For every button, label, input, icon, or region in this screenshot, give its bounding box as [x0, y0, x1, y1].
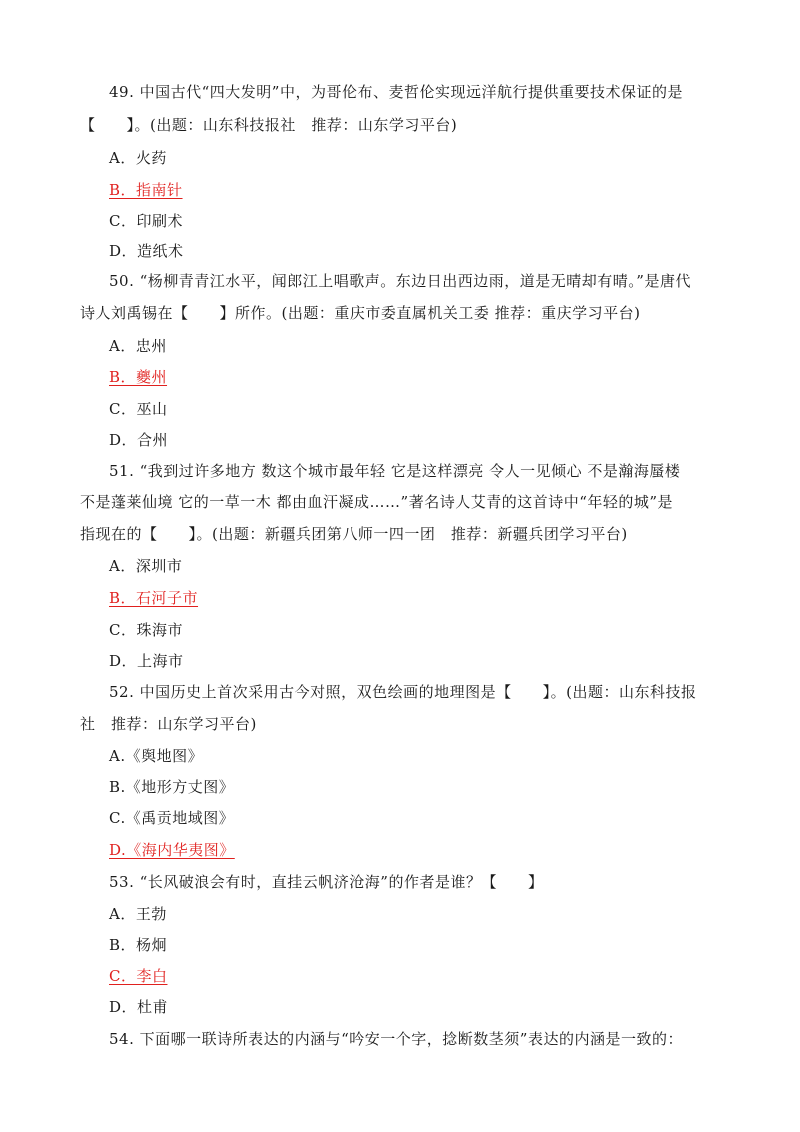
question-53-option-a: A．王勃: [109, 905, 167, 923]
question-52-option-d-answer: D.《海内华夷图》: [109, 841, 235, 859]
question-50-option-c: C．巫山: [109, 400, 168, 418]
question-51-line-1: 51. “我到过许多地方 数这个城市最年轻 它是这样漂亮 令人一见倾心 不是瀚海蜃楼: [109, 462, 681, 480]
question-51-option-a: A．深圳市: [109, 557, 183, 575]
question-52-line-2: 社 推荐：山东学习平台): [80, 715, 257, 733]
question-49-option-b-answer: B．指南针: [109, 181, 183, 199]
question-49-line-2: 【 】。(出题：山东科技报社 推荐：山东学习平台): [80, 116, 458, 134]
question-51-option-b-answer: B．石河子市: [109, 589, 199, 607]
question-53-line-1: 53. “长风破浪会有时，直挂云帆济沧海”的作者是谁？【 】: [109, 873, 544, 891]
question-52-option-a: A.《舆地图》: [109, 747, 204, 765]
question-50-line-2: 诗人刘禹锡在【 】所作。(出题：重庆市委直属机关工委 推荐：重庆学习平台): [80, 304, 641, 322]
question-51-line-2: 不是蓬莱仙境 它的一草一木 都由血汗凝成……”著名诗人艾青的这首诗中“年轻的城”是: [80, 493, 674, 511]
question-53-option-d: D．杜甫: [109, 998, 169, 1016]
question-51-option-c: C．珠海市: [109, 621, 183, 639]
question-50-option-a: A．忠州: [109, 337, 167, 355]
question-49-option-d: D．造纸术: [109, 242, 184, 260]
question-49-option-c: C．印刷术: [109, 212, 183, 230]
question-51-option-d: D．上海市: [109, 652, 184, 670]
question-50-option-d: D．合州: [109, 431, 169, 449]
question-49-line-1: 49. 中国古代“四大发明”中，为哥伦布、麦哲伦实现远洋航行提供重要技术保证的是: [109, 83, 683, 101]
question-54-line-1: 54. 下面哪一联诗所表达的内涵与“吟安一个字，捻断数茎须”表达的内涵是一致的：: [109, 1030, 683, 1048]
question-51-line-3: 指现在的【 】。(出题：新疆兵团第八师一四一团 推荐：新疆兵团学习平台): [80, 525, 628, 543]
question-50-option-b-answer: B．夔州: [109, 368, 168, 386]
question-53-option-b: B．杨炯: [109, 936, 168, 954]
question-49-option-a: A．火药: [109, 149, 167, 167]
question-52-line-1: 52. 中国历史上首次采用古今对照，双色绘画的地理图是【 】。(出题：山东科技报: [109, 683, 697, 701]
question-53-option-c-answer: C．李白: [109, 967, 168, 985]
question-50-line-1: 50. “杨柳青青江水平，闻郎江上唱歌声。东边日出西边雨，道是无晴却有晴。”是唐代: [109, 272, 691, 290]
question-52-option-b: B.《地形方丈图》: [109, 778, 235, 796]
question-52-option-c: C.《禹贡地域图》: [109, 809, 235, 827]
